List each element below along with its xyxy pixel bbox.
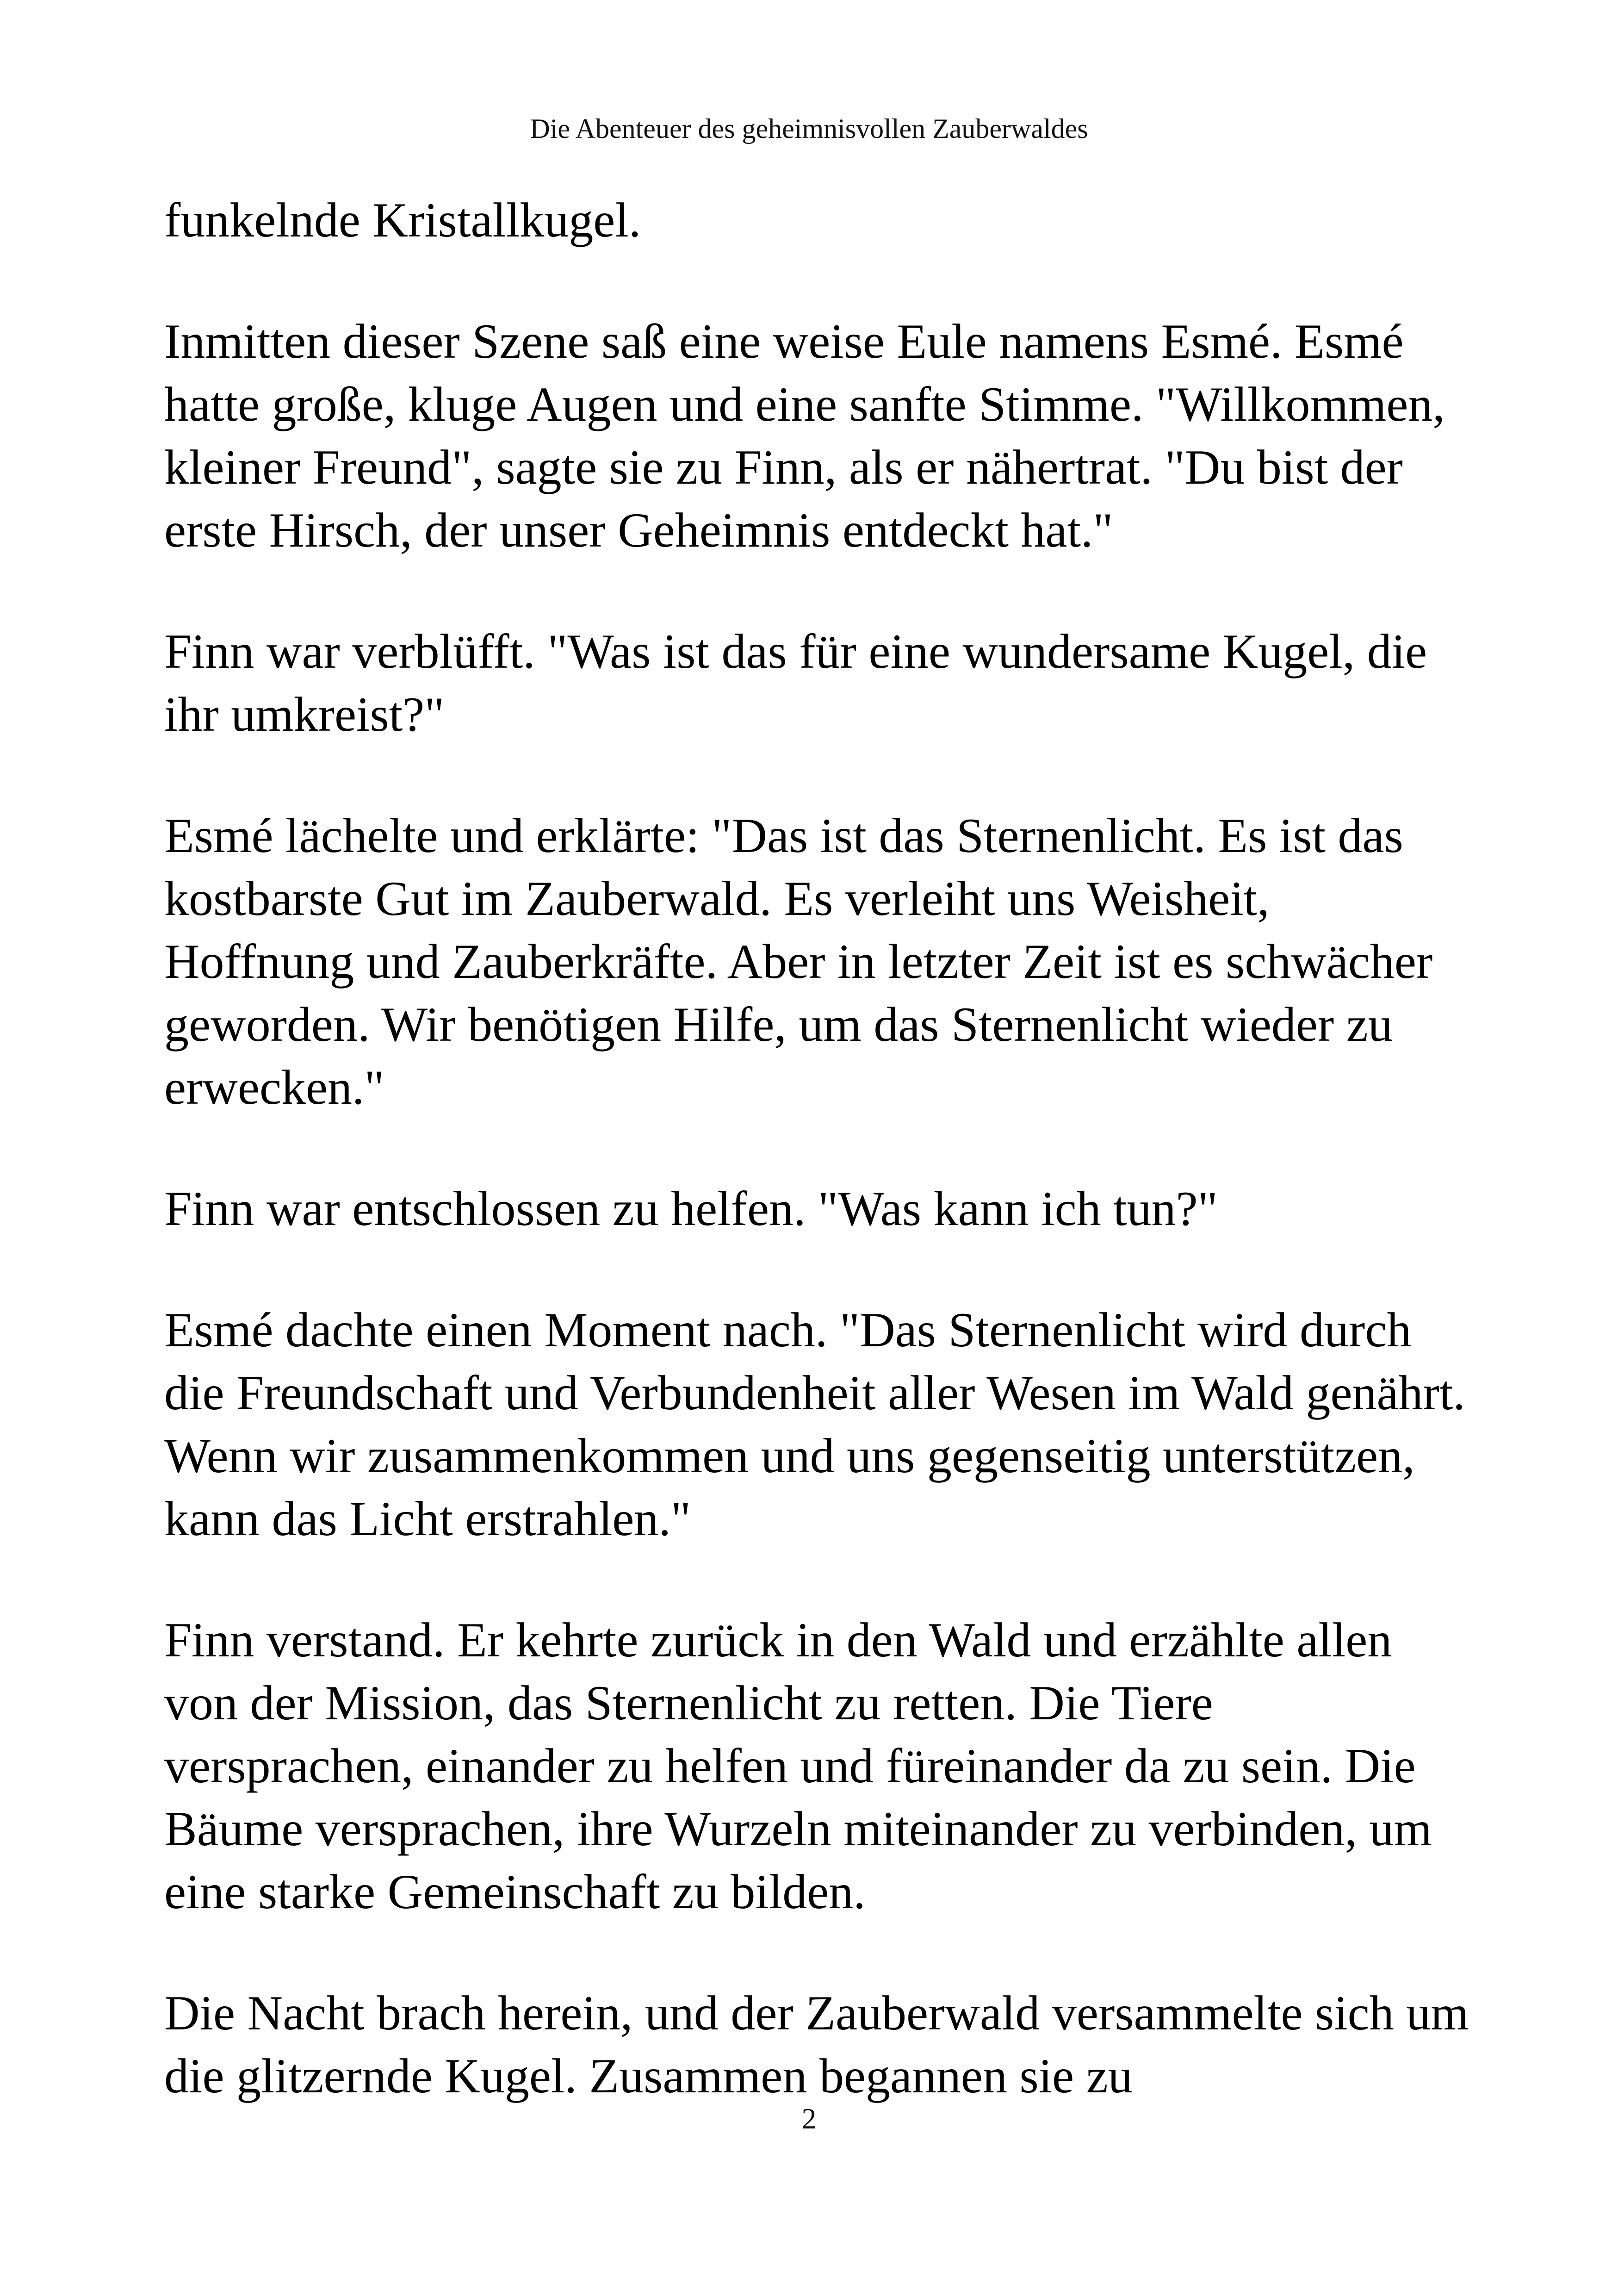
paragraph: Esmé lächelte und erklärte: "Das ist das Sternenlicht. Es ist das kostbarste Gut im Zauberwald. Es verleiht uns Weisheit, Hoffnung und Zauberkräfte. Aber in letzter Zeit ist es schwächer geworden. Wir benötigen Hilfe, um das Sternenlicht wieder zu erwecken." (164, 809, 1433, 1114)
paragraph: Inmitten dieser Szene saß eine weise Eule namens Esmé. Esmé hatte große, kluge Augen und eine sanfte Stimme. "Willkommen, kleiner Freund", sagte sie zu Finn, als er nähertrat. "Du bist der erste Hirsch, der unser Geheimnis entdeckt hat." (164, 314, 1445, 557)
page-number: 2 (801, 2102, 817, 2135)
paragraph: Die Nacht brach herein, und der Zauberwald versammelte sich um die glitzernde Kugel. Zusammen begannen sie zu (164, 1986, 1469, 2103)
running-header: Die Abenteuer des geheimnisvollen Zauberwaldes (530, 113, 1088, 144)
paragraph: funkelnde Kristallkugel. (164, 193, 641, 247)
body-text (164, 189, 1469, 2108)
paragraph: Finn war verblüfft. "Was ist das für eine wundersame Kugel, die ihr umkreist?" (164, 624, 1427, 741)
paragraph: Finn verstand. Er kehrte zurück in den Wald und erzählte allen von der Mission, das Sternenlicht zu retten. Die Tiere versprachen, einander zu helfen und füreinander da zu sein. Die Bäume versprachen, ihre Wurzeln miteinander zu verbinden, um eine starke Gemeinschaft zu bilden. (164, 1613, 1432, 1919)
paragraph: Finn war entschlossen zu helfen. "Was kann ich tun?" (164, 1182, 1218, 1236)
paragraph: Esmé dachte einen Moment nach. "Das Sternenlicht wird durch die Freundschaft und Verbundenheit aller Wesen im Wald genährt. Wenn wir zusammenkommen und uns gegenseitig unterstützen, kann das Licht erstrahlen." (164, 1303, 1465, 1546)
